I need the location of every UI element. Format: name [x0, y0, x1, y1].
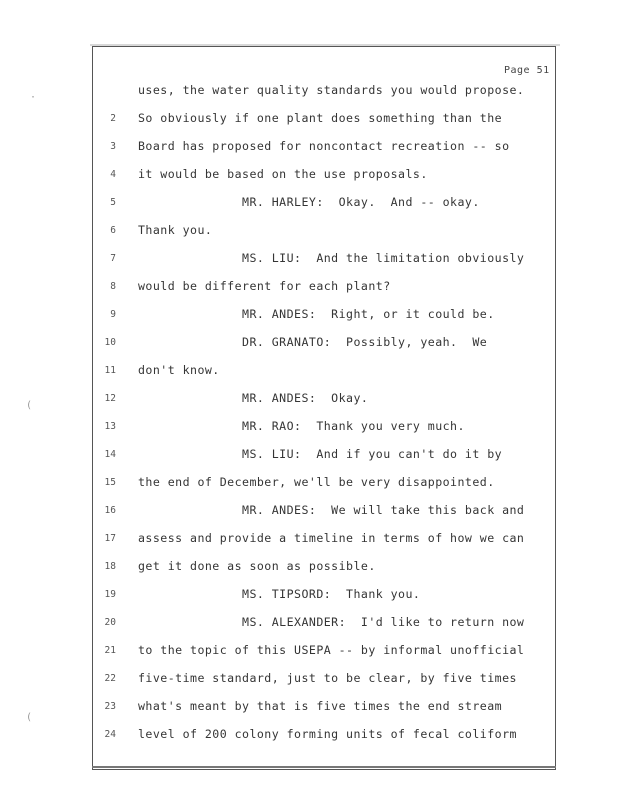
line-text: Thank you. — [138, 223, 213, 237]
line-text: would be different for each plant? — [138, 279, 391, 293]
line-text: So obviously if one plant does something than the — [138, 111, 503, 125]
line-number: 9 — [110, 309, 116, 320]
line-text: MR. ANDES: Okay. — [138, 391, 369, 405]
line-text: MR. ANDES: Right, or it could be. — [138, 307, 495, 321]
line-number: 5 — [110, 197, 116, 208]
line-number: 18 — [104, 561, 116, 572]
line-number: 23 — [104, 701, 116, 712]
line-text: MS. LIU: And the limitation obviously — [138, 251, 525, 265]
margin-mark: ( — [26, 400, 33, 411]
line-number: 15 — [104, 477, 116, 488]
line-text: what's meant by that is five times the end stream — [138, 699, 503, 713]
line-number: 14 — [104, 449, 116, 460]
line-text: Board has proposed for noncontact recreation -- so — [138, 139, 510, 153]
line-number: 24 — [104, 729, 116, 740]
line-text: MS. ALEXANDER: I'd like to return now — [138, 615, 525, 629]
line-number: 16 — [104, 505, 116, 516]
line-text: don't know. — [138, 363, 220, 377]
transcript-page — [92, 46, 556, 770]
line-text: uses, the water quality standards you would propose. — [138, 83, 525, 97]
line-number: 3 — [110, 141, 116, 152]
line-text: MR. ANDES: We will take this back and — [138, 503, 525, 517]
margin-mark: · — [30, 92, 37, 103]
line-number: 22 — [104, 673, 116, 684]
margin-mark: ( — [26, 712, 33, 723]
line-number: 13 — [104, 421, 116, 432]
line-text: MR. RAO: Thank you very much. — [138, 419, 465, 433]
line-number: 21 — [104, 645, 116, 656]
line-number: 11 — [104, 365, 116, 376]
line-text: five-time standard, just to be clear, by five times — [138, 671, 517, 685]
line-text: it would be based on the use proposals. — [138, 167, 428, 181]
line-number: 8 — [110, 281, 116, 292]
line-text: DR. GRANATO: Possibly, yeah. We — [138, 335, 488, 349]
line-text: get it done as soon as possible. — [138, 559, 376, 573]
line-text: MS. LIU: And if you can't do it by — [138, 447, 503, 461]
line-number: 12 — [104, 393, 116, 404]
line-text: assess and provide a timeline in terms of how we can — [138, 531, 525, 545]
line-text: MS. TIPSORD: Thank you. — [138, 587, 421, 601]
line-number: 19 — [104, 589, 116, 600]
line-text: to the topic of this USEPA -- by informal unofficial — [138, 643, 525, 657]
line-number: 10 — [104, 337, 116, 348]
line-text: level of 200 colony forming units of fecal coliform — [138, 727, 517, 741]
line-text: the end of December, we'll be very disappointed. — [138, 475, 495, 489]
bottom-rule — [92, 766, 556, 768]
line-number: 7 — [110, 253, 116, 264]
line-number: 17 — [104, 533, 116, 544]
line-number: 4 — [110, 169, 116, 180]
line-number: 6 — [110, 225, 116, 236]
line-text: MR. HARLEY: Okay. And -- okay. — [138, 195, 480, 209]
line-number: 20 — [104, 617, 116, 628]
page-number: Page 51 — [504, 65, 550, 76]
line-number: 2 — [110, 113, 116, 124]
